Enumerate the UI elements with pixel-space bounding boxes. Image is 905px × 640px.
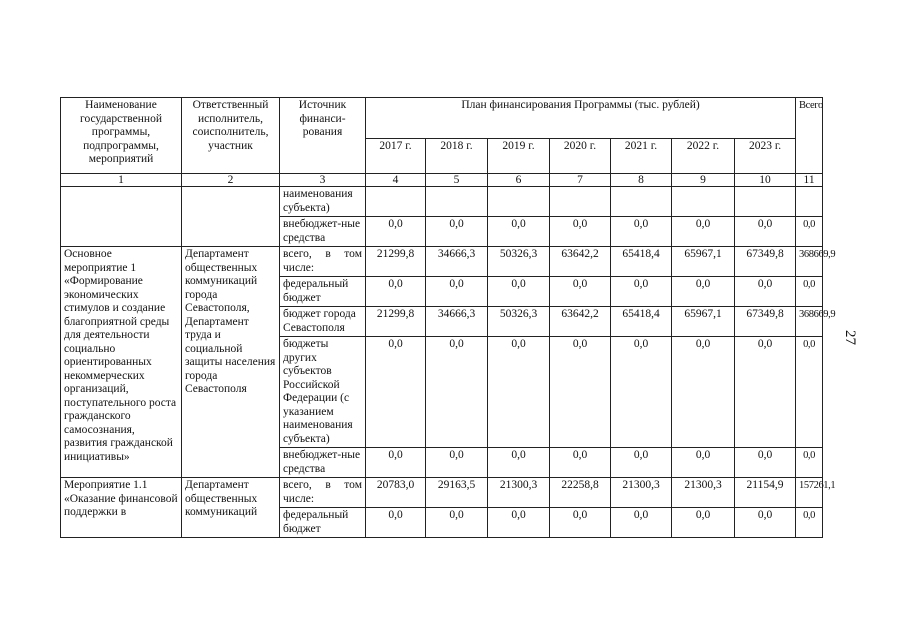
- value-cell: [735, 187, 796, 217]
- total-cell: 0,0: [796, 337, 823, 448]
- value-cell: 0,0: [611, 508, 672, 538]
- column-number: 10: [735, 174, 796, 187]
- source-cell: всего, в том числе:: [280, 247, 366, 277]
- value-cell: 0,0: [672, 277, 735, 307]
- value-cell: [426, 187, 488, 217]
- value-cell: 0,0: [366, 508, 426, 538]
- total-cell: [796, 187, 823, 217]
- value-cell: [366, 187, 426, 217]
- header-year: 2023 г.: [735, 139, 796, 174]
- value-cell: 22258,8: [550, 478, 611, 508]
- value-cell: 34666,3: [426, 307, 488, 337]
- table-row: [61, 478, 823, 508]
- value-cell: 0,0: [366, 277, 426, 307]
- value-cell: [488, 187, 550, 217]
- value-cell: 21299,8: [366, 307, 426, 337]
- name-cell-empty: [61, 187, 182, 247]
- column-number: 7: [550, 174, 611, 187]
- value-cell: 0,0: [611, 448, 672, 478]
- value-cell: 0,0: [488, 448, 550, 478]
- value-cell: 0,0: [426, 508, 488, 538]
- value-cell: [672, 187, 735, 217]
- value-cell: 0,0: [550, 508, 611, 538]
- value-cell: 0,0: [488, 217, 550, 247]
- value-cell: 34666,3: [426, 247, 488, 277]
- value-cell: 0,0: [550, 217, 611, 247]
- value-cell: 65967,1: [672, 307, 735, 337]
- total-cell: 0,0: [796, 448, 823, 478]
- header-year: 2019 г.: [488, 139, 550, 174]
- value-cell: 21154,9: [735, 478, 796, 508]
- table-row: [61, 247, 823, 277]
- header-year: 2022 г.: [672, 139, 735, 174]
- header-name: Наименование государственной программы, подпрограммы, мероприятий: [61, 98, 182, 174]
- value-cell: 0,0: [550, 277, 611, 307]
- source-cell: федеральный бюджет: [280, 277, 366, 307]
- total-cell: 0,0: [796, 277, 823, 307]
- source-cell: федеральный бюджет: [280, 508, 366, 538]
- source-cell: всего, в том числе:: [280, 478, 366, 508]
- value-cell: 0,0: [611, 337, 672, 448]
- value-cell: 0,0: [426, 448, 488, 478]
- value-cell: [611, 187, 672, 217]
- source-cell: внебюджет-ные средства: [280, 448, 366, 478]
- value-cell: 0,0: [488, 508, 550, 538]
- financing-table: [60, 97, 836, 538]
- column-number: 1: [61, 174, 182, 187]
- value-cell: 20783,0: [366, 478, 426, 508]
- value-cell: 21299,8: [366, 247, 426, 277]
- value-cell: 67349,8: [735, 247, 796, 277]
- header-executor: Ответственный исполнитель, соисполнитель, участник: [182, 98, 280, 174]
- executor-cell: Департамент общественных коммуникаций: [182, 478, 280, 538]
- column-number: 6: [488, 174, 550, 187]
- value-cell: 0,0: [550, 337, 611, 448]
- column-number: 11: [796, 174, 823, 187]
- value-cell: 0,0: [672, 337, 735, 448]
- measure-name-cell: Основное мероприятие 1 «Формирование экономических стимулов и создание благоприятной среды для деятельности социально ориентированных некоммерческих организаций, поступательного роста гражданского самосознания, развития гражданской инициативы»: [61, 247, 182, 478]
- value-cell: 50326,3: [488, 307, 550, 337]
- value-cell: 0,0: [735, 508, 796, 538]
- column-number: 9: [672, 174, 735, 187]
- value-cell: 21300,3: [611, 478, 672, 508]
- value-cell: 0,0: [672, 448, 735, 478]
- value-cell: 0,0: [611, 277, 672, 307]
- value-cell: 29163,5: [426, 478, 488, 508]
- value-cell: 67349,8: [735, 307, 796, 337]
- header-year: 2020 г.: [550, 139, 611, 174]
- total-cell: 368669,9: [796, 307, 823, 337]
- column-number: 3: [280, 174, 366, 187]
- header-total: Всего: [796, 98, 823, 174]
- column-numbering-row: [61, 174, 823, 187]
- value-cell: 65418,4: [611, 307, 672, 337]
- table-row: [61, 187, 823, 217]
- value-cell: 0,0: [735, 277, 796, 307]
- source-cell: бюджет города Севастополя: [280, 307, 366, 337]
- total-cell: 157261,1: [796, 478, 823, 508]
- measure-name-cell: Мероприятие 1.1 «Оказание финансовой поддержки в: [61, 478, 182, 538]
- value-cell: 0,0: [672, 508, 735, 538]
- column-number: 2: [182, 174, 280, 187]
- total-cell: 368669,9: [796, 247, 823, 277]
- column-number: 8: [611, 174, 672, 187]
- value-cell: 21300,3: [488, 478, 550, 508]
- value-cell: 21300,3: [672, 478, 735, 508]
- value-cell: 50326,3: [488, 247, 550, 277]
- column-number: 5: [426, 174, 488, 187]
- total-cell: 0,0: [796, 508, 823, 538]
- value-cell: 63642,2: [550, 307, 611, 337]
- value-cell: 0,0: [735, 337, 796, 448]
- column-number: 4: [366, 174, 426, 187]
- source-cell: бюджеты других субъектов Российской Федерации (с указанием наименования субъекта): [280, 337, 366, 448]
- page-number: 27: [842, 330, 858, 345]
- source-cell: наименования субъекта): [280, 187, 366, 217]
- executor-cell: Департамент общественных коммуникаций города Севастополя, Департамент труда и социальной защиты населения города Севастополя: [182, 247, 280, 478]
- value-cell: 65418,4: [611, 247, 672, 277]
- value-cell: 0,0: [426, 277, 488, 307]
- source-cell: внебюджет-ные средства: [280, 217, 366, 247]
- value-cell: 0,0: [735, 217, 796, 247]
- value-cell: 0,0: [366, 337, 426, 448]
- value-cell: 0,0: [366, 217, 426, 247]
- value-cell: [550, 187, 611, 217]
- value-cell: 0,0: [550, 448, 611, 478]
- value-cell: 0,0: [366, 448, 426, 478]
- value-cell: 65967,1: [672, 247, 735, 277]
- value-cell: 0,0: [488, 277, 550, 307]
- header-year: 2021 г.: [611, 139, 672, 174]
- header-year: 2017 г.: [366, 139, 426, 174]
- value-cell: 0,0: [672, 217, 735, 247]
- value-cell: 0,0: [426, 337, 488, 448]
- value-cell: 0,0: [426, 217, 488, 247]
- value-cell: 63642,2: [550, 247, 611, 277]
- executor-cell-empty: [182, 187, 280, 247]
- header-plan: План финансирования Программы (тыс. рублей): [366, 98, 796, 139]
- value-cell: 0,0: [735, 448, 796, 478]
- total-cell: 0,0: [796, 217, 823, 247]
- value-cell: 0,0: [488, 337, 550, 448]
- header-source: Источник финанси-рования: [280, 98, 366, 174]
- header-year: 2018 г.: [426, 139, 488, 174]
- value-cell: 0,0: [611, 217, 672, 247]
